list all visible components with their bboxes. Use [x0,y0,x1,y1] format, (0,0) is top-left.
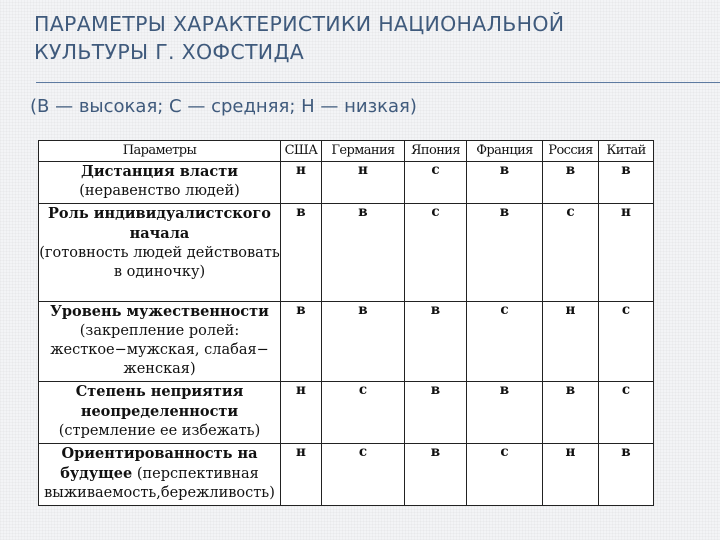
value-cell: в [322,204,405,302]
parameter-cell [39,162,281,204]
column-header-parameters: Параметры [39,141,281,162]
value-cell: в [543,162,599,204]
value-cell: в [543,382,599,444]
value-cell: н [322,162,405,204]
title-divider [36,82,720,83]
parameter-cell [39,302,281,382]
parameter-cell [39,382,281,444]
parameter-cell [39,204,281,302]
slide-title-line-2: КУЛЬТУРЫ Г. ХОФСТИДА [34,40,305,64]
value-cell: н [543,302,599,382]
table-row [39,162,654,204]
value-cell: с [405,162,467,204]
parameter-name: Ориентированность на будущее [60,445,258,482]
value-cell: с [599,302,654,382]
value-cell: в [405,382,467,444]
value-cell: н [281,162,322,204]
value-cell: в [405,302,467,382]
value-cell: в [467,204,543,302]
column-header-china: Китай [599,141,654,162]
parameter-name: Степень неприятия неопределенности [75,383,244,420]
column-header-france: Франция [467,141,543,162]
legend-subtitle: (В — высокая; С — средняя; Н — низкая) [30,96,417,117]
value-cell: н [281,382,322,444]
table-row [39,302,654,382]
value-cell: н [599,204,654,302]
value-cell: в [599,162,654,204]
parameter-name: Уровень мужественности [50,303,269,320]
value-cell: с [543,204,599,302]
table-row [39,204,654,302]
value-cell: с [467,302,543,382]
value-cell: с [467,444,543,506]
column-header-russia: Россия [543,141,599,162]
hofstede-parameters-table [38,140,654,506]
slide-title-line-1: ПАРАМЕТРЫ ХАРАКТЕРИСТИКИ НАЦИОНАЛЬНОЙ [34,12,565,36]
column-header-usa: США [281,141,322,162]
value-cell: н [281,444,322,506]
table-header-row [39,141,654,162]
value-cell: в [467,382,543,444]
value-cell: н [543,444,599,506]
value-cell: в [322,302,405,382]
parameter-description: (стремление ее избежать) [58,423,261,439]
value-cell: с [405,204,467,302]
value-cell: в [281,302,322,382]
value-cell: в [599,444,654,506]
parameter-name: Роль индивидуалистского начала [48,205,271,242]
column-header-germany: Германия [322,141,405,162]
parameter-description: (неравенство людей) [79,183,240,199]
table-row [39,382,654,444]
column-header-japan: Япония [405,141,467,162]
value-cell: с [599,382,654,444]
parameter-description: (закрепление ролей: жесткое−мужская, слабая− женская) [50,323,269,377]
parameter-cell [39,444,281,506]
parameter-description: (готовность людей действовать в одиночку) [39,245,280,280]
value-cell: с [322,382,405,444]
value-cell: в [467,162,543,204]
parameter-name: Дистанция власти [81,163,238,180]
value-cell: в [281,204,322,302]
parameter-description: (перспективная выживаемость,бережливость) [44,466,275,501]
value-cell: в [405,444,467,506]
table-row [39,444,654,506]
slide-title [34,10,694,66]
value-cell: с [322,444,405,506]
